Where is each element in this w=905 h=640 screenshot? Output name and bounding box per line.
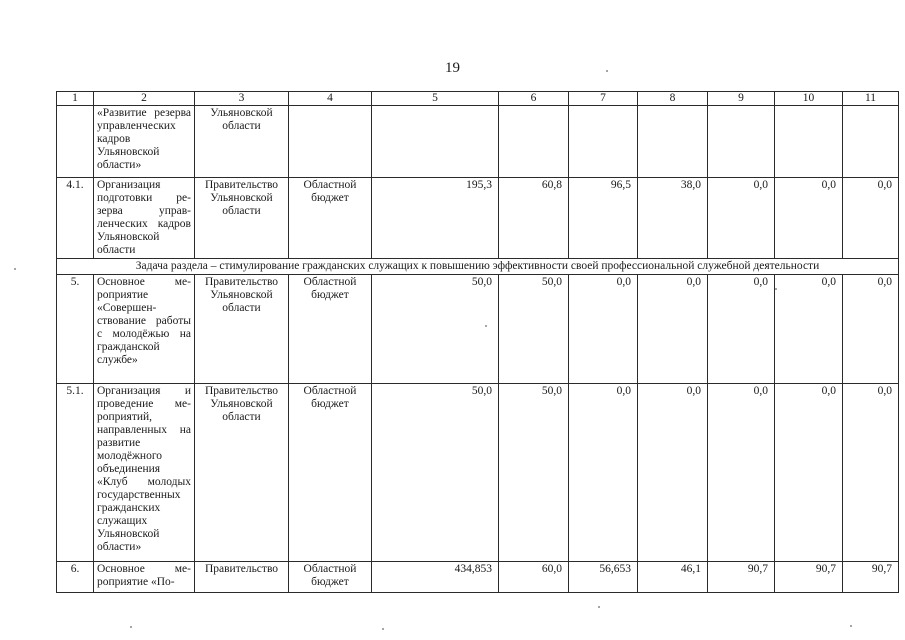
header-cell: 11	[843, 92, 899, 106]
value-cell: 90,7	[708, 562, 775, 593]
header-cell: 2	[94, 92, 195, 106]
value-cell: 0,0	[708, 384, 775, 562]
value-cell: 60,0	[499, 562, 569, 593]
table-row-continuation	[57, 106, 899, 178]
page-number: 19	[445, 60, 460, 76]
value-cell: 0,0	[843, 275, 899, 384]
value-cell: 46,1	[638, 562, 708, 593]
scan-speck	[485, 325, 487, 327]
value-cell: 90,7	[843, 562, 899, 593]
value-cell: 195,3	[372, 178, 499, 259]
value-cell: 90,7	[775, 562, 843, 593]
value-cell: 56,653	[569, 562, 638, 593]
table-row-4-1	[57, 178, 899, 259]
executor-cell: Правительство Ульяновской области	[195, 178, 289, 259]
value-cell	[843, 106, 899, 178]
header-cell: 10	[775, 92, 843, 106]
row-number-cell: 6.	[57, 562, 94, 593]
task-row	[57, 259, 899, 275]
measure-name-cell: Организация подготовки резерва управленческих кадров Ульяновской области	[94, 178, 195, 259]
scan-speck	[14, 268, 16, 270]
value-cell	[372, 106, 499, 178]
value-cell	[499, 106, 569, 178]
executor-cell: Правительство	[195, 562, 289, 593]
header-cell: 5	[372, 92, 499, 106]
executor-cell: Правительство Ульяновской области	[195, 384, 289, 562]
value-cell	[638, 106, 708, 178]
header-cell: 8	[638, 92, 708, 106]
measure-name-cell: Основное мероприятие «Совершенствование работы с молодёжью на гражданской службе»	[94, 275, 195, 384]
value-cell: 50,0	[372, 384, 499, 562]
header-cell: 4	[289, 92, 372, 106]
row-number-cell	[57, 106, 94, 178]
value-cell	[775, 106, 843, 178]
executor-cell: Правительство Ульяновской области	[195, 275, 289, 384]
funding-source-cell: Областной бюджет	[289, 275, 372, 384]
value-cell: 0,0	[708, 275, 775, 384]
table-row-6	[57, 562, 899, 593]
row-number-cell: 5.1.	[57, 384, 94, 562]
funding-source-cell: Областной бюджет	[289, 562, 372, 593]
budget-table	[56, 91, 899, 593]
measure-name-cell: Основное мероприятие «По-	[94, 562, 195, 593]
value-cell: 50,0	[372, 275, 499, 384]
funding-source-cell	[289, 106, 372, 178]
value-cell: 96,5	[569, 178, 638, 259]
measure-name-cell: Организация и проведение мероприятий, направленных на развитие молодёжного объединения «Клуб молодых государственных гражданских служащих Ульяновской области»	[94, 384, 195, 562]
value-cell: 0,0	[569, 275, 638, 384]
funding-source-cell: Областной бюджет	[289, 384, 372, 562]
value-cell: 60,8	[499, 178, 569, 259]
value-cell: 0,0	[775, 275, 843, 384]
value-cell: 50,0	[499, 275, 569, 384]
header-cell: 1	[57, 92, 94, 106]
scan-speck	[598, 606, 600, 608]
scan-speck	[130, 626, 132, 628]
funding-source-cell: Областной бюджет	[289, 178, 372, 259]
value-cell: 0,0	[638, 384, 708, 562]
value-cell: 434,853	[372, 562, 499, 593]
scan-speck	[606, 70, 608, 72]
header-cell: 9	[708, 92, 775, 106]
scan-speck	[850, 625, 852, 627]
column-number-row	[57, 92, 899, 106]
value-cell: 38,0	[638, 178, 708, 259]
measure-name-cell: «Развитие резерва управленческих кадров Ульяновской области»	[94, 106, 195, 178]
value-cell: 0,0	[638, 275, 708, 384]
value-cell: 0,0	[775, 384, 843, 562]
value-cell	[708, 106, 775, 178]
section-task-text: Задача раздела – стимулирование гражданских служащих к повышению эффективности своей профессиональной служебной деятельности	[57, 259, 899, 275]
scan-speck	[382, 628, 384, 630]
table-row-5-1	[57, 384, 899, 562]
value-cell: 0,0	[843, 178, 899, 259]
value-cell: 0,0	[843, 384, 899, 562]
value-cell: 0,0	[775, 178, 843, 259]
value-cell: 0,0	[569, 384, 638, 562]
header-cell: 7	[569, 92, 638, 106]
executor-cell: Ульяновской области	[195, 106, 289, 178]
value-cell: 50,0	[499, 384, 569, 562]
header-cell: 6	[499, 92, 569, 106]
table-row-5	[57, 275, 899, 384]
scan-speck	[775, 288, 777, 290]
value-cell	[569, 106, 638, 178]
row-number-cell: 4.1.	[57, 178, 94, 259]
row-number-cell: 5.	[57, 275, 94, 384]
header-cell: 3	[195, 92, 289, 106]
value-cell: 0,0	[708, 178, 775, 259]
